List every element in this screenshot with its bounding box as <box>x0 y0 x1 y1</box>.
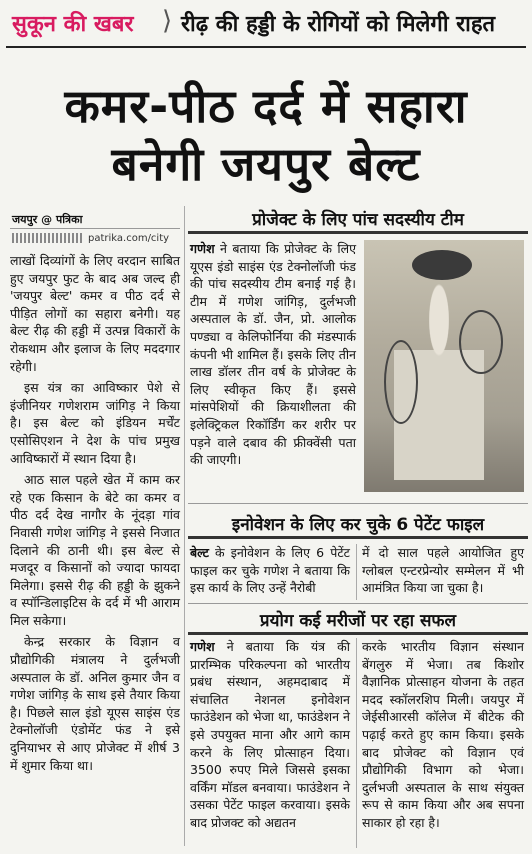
column-divider <box>356 638 357 848</box>
body-text: ने बताया कि प्रोजेक्ट के लिए यूएस इंडो साइंस एंड टेक्नोलॉजी फंड की पांच सदस्यीय टीम बनाई गई है। टीम में गणेश जांगिड़, दुर्लभजी अस्पताल के डॉ. जैन, प्रो. आलोक पण्ड्या व केलिफोर्निया की मंडस्पार्क कंपनी भी शामिल हैं। इसके लिए तीन लाख डॉलर तीन वर्ष के प्रोजेक्ट के लिए स्वीकृत किए हैं। इससे मांसपेशियों की क्रियाशीलता की इलेक्ट्रिकल रिकॉर्डिंग कर शरीर पर पड़ने वाले दबाव की फ्रीक्वेंसी पता की जाएगी। <box>190 241 356 468</box>
body-text: के इनोवेशन के लिए 6 पेटेंट फाइल कर चुके गणेश ने बताया कि इस कार्य के लिए उन्हें नैरोबी <box>190 545 350 596</box>
kicker-subtitle: रीढ़ की हड्डी के रोगियों को मिलेगी राहत <box>181 12 496 37</box>
person-head <box>412 250 472 280</box>
source-line <box>12 233 182 244</box>
belt-cable <box>459 310 503 374</box>
column-divider <box>184 206 185 846</box>
dateline: जयपुर @ पत्रिका <box>12 213 83 226</box>
headline-line-2: बनेगी जयपुर बेल्ट <box>111 137 421 191</box>
left-column <box>10 252 180 778</box>
dateline-rule <box>10 228 180 229</box>
top-rule <box>6 46 526 48</box>
section-bar <box>188 536 528 539</box>
section-trials-left <box>190 638 350 836</box>
paragraph: इस यंत्र का आविष्कार पेशे से इंजीनियर गणेशराम जांगिड़ ने किया है। इस बेल्ट को इंडियन मर्चेंट एसोसिएशन ने देश के पांच प्रमुख आविष्कारों में स्थान दिया है। <box>10 380 180 466</box>
headline-line-1: कमर-पीठ दर्द में सहारा <box>64 79 468 133</box>
section-rule <box>188 503 528 504</box>
kicker-label: सुकून की खबर <box>12 12 134 37</box>
lead-word: गणेश <box>190 639 215 654</box>
section-heading-patents: इनोवेशन के लिए कर चुके 6 पेटेंट फाइल <box>231 515 485 535</box>
inventor-photo <box>364 240 524 492</box>
barcode-icon <box>12 233 82 243</box>
column-divider <box>356 544 357 600</box>
paragraph: लाखों दिव्यांगों के लिए वरदान साबित हुए जयपुर फुट के बाद अब जल्द ही 'जयपुर बेल्ट' कमर व पीठ दर्द से पीड़ित लोगों का सहारा बनेगी। यह बेल्ट रीढ़ की हड्डी में उत्पन्न विकारों के रोकथाम और इलाज के लिए मददगार रहेगी। <box>10 253 180 374</box>
section-team-body <box>190 240 356 473</box>
section-trials-right <box>362 638 524 836</box>
belt-cable <box>384 340 418 424</box>
section-rule <box>188 603 528 604</box>
source-url[interactable]: patrika.com/city <box>88 233 170 244</box>
section-heading-trials: प्रयोग कई मरीजों पर रहा सफल <box>259 611 457 631</box>
paragraph: आठ साल पहले खेत में काम कर रहे एक किसान के बेटे का कमर व पीठ दर्द देख नागौर के नूंदड़ा गांव निवासी गणेश जांगिड़ ने इससे निजात दिलाने की ठानी थी। इस बेल्ट से मजदूर व किसानों को ज्यादा फायदा मिलेगा। इससे रीढ़ की हड्डी के झुकने व स्पॉन्डिलाइटिस के दर्द में भी आराम मिल सकेगा। <box>10 472 180 628</box>
section-heading-team: प्रोजेक्ट के लिए पांच सदस्यीय टीम <box>252 210 464 230</box>
section-patents-right <box>362 544 524 601</box>
section-bar <box>188 231 528 234</box>
body-text: में दो साल पहले आयोजित हुए ग्लोबल एन्टरप्रेन्योर सम्मेलन में भी आमंत्रित किया जा चुका है। <box>362 545 524 596</box>
body-text: ने बताया कि यंत्र की प्रारम्भिक परिकल्पना को भारतीय प्रबंध संस्थान, अहमदाबाद में संचालित नेशनल इनोवेशन फाउंडेशन को भेजा था, फाउंडेशन ने इसे उपयुक्त माना और आगे काम करने के लिए प्रोत्साहन दिया। 3500 रुपए मिले जिससे इसका वर्किंग मॉडल बनवाया। फाउंडेशन ने उसका पेटेंट फाइल करवाया। इसके बाद प्रोजक्ट को अद्यतन <box>190 639 350 830</box>
section-bar <box>188 632 528 635</box>
body-text: करके भारतीय विज्ञान संस्थान बेंगलुरु में भेजा। तब किशोर वैज्ञानिक प्रोत्साहन योजना के तहत मदद स्कॉलरशिप मिली। जयपुर में जेईसीआरसी कॉलेज में बीटेक की पढ़ाई करते हुए काम किया। इसके बाद प्रोजेक्ट को विज्ञान एवं प्रौद्योगिकी विभाग को भेजा। दुर्लभजी अस्पताल के साथ संयुक्त रूप से काम किया और अब सपना साकार हो रहा है। <box>362 639 524 830</box>
paragraph: केन्द्र सरकार के विज्ञान व प्रौद्योगिकी मंत्रालय ने दुर्लभजी अस्पताल के डॉ. अनिल कुमार जैन व गणेश जांगिड़ के साथ इसे तैयार किया है। पिछले साल इंडो यूएस साइंस एंड टेक्नोलॉजी एंडोमेंट फंड ने इसे दुनियाभर से आए प्रोजेक्ट में शीर्ष 3 में शुमार किया था। <box>10 634 180 773</box>
lead-word: बेल्ट <box>190 545 209 560</box>
kicker-separator-icon: ⟩ <box>162 6 173 36</box>
kicker-bar <box>6 6 526 42</box>
section-patents-left <box>190 544 350 601</box>
lead-word: गणेश <box>190 241 215 256</box>
